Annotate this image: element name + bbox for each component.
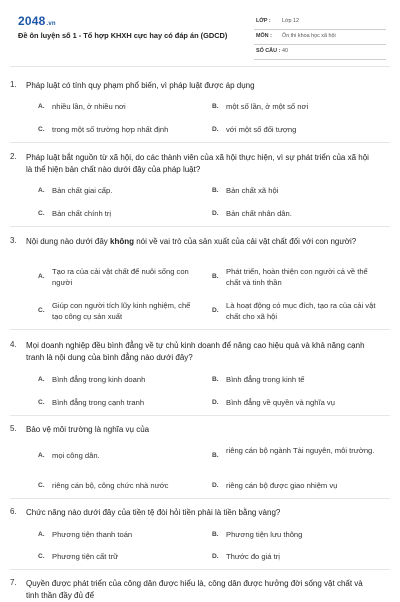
option-letter: C.: [38, 399, 45, 406]
option-letter: C.: [38, 210, 45, 217]
option-text: Tạo ra của cải vật chất để nuôi sống con người: [52, 267, 189, 287]
question-number: 4.: [10, 340, 17, 349]
option-letter: C.: [38, 126, 45, 133]
question-number: 3.: [10, 236, 17, 245]
option-letter: C.: [38, 482, 45, 489]
option-text: Thước đo giá trị: [226, 552, 280, 561]
option-letter: D.: [212, 482, 219, 489]
option-text: Bản chất nhân dân.: [226, 209, 292, 218]
meta-row-subject: [254, 30, 386, 45]
option-letter: B.: [212, 103, 219, 110]
stem-emphasis: không: [110, 237, 134, 246]
option-letter: A.: [38, 376, 45, 383]
option-text: riêng cán bộ được giao nhiệm vụ: [226, 481, 338, 490]
divider: [10, 226, 390, 227]
site-logo[interactable]: [18, 14, 56, 28]
meta-table: [254, 15, 386, 60]
option-text: nhiều lần, ở nhiều nơi: [52, 102, 126, 111]
option-text: Phát triển, hoàn thiện con người cả về thể chất và tinh thần: [226, 267, 368, 287]
option-letter: B.: [212, 452, 219, 459]
question-stem: Quyền được phát triển của công dân được hiểu là, công dân được hưởng đời sống vật chất và tinh thần đầy đủ để: [26, 579, 363, 600]
option-text: mọi công dân.: [52, 451, 100, 460]
stem-part: Nội dung nào dưới đây: [26, 237, 110, 246]
option-letter: A.: [38, 531, 45, 538]
divider: [10, 329, 390, 330]
meta-row-grade: [254, 15, 386, 30]
option-letter: B.: [212, 531, 219, 538]
option-text: Bản chất xã hội: [226, 186, 279, 195]
question-stem: [26, 236, 376, 248]
document-title: Đề ôn luyện số 1 - Tổ hợp KHXH cực hay có đáp án (GDCD): [18, 31, 228, 40]
question-number: 7.: [10, 578, 17, 587]
option-text: Bình đẳng trong kinh doanh: [52, 375, 146, 384]
question-stem: Pháp luật bắt nguồn từ xã hội, do các thành viên của xã hội thực hiện, vì sự phát triển của xã hội là thể hiện bản chất nào dưới đây của pháp luật?: [26, 153, 369, 174]
option-text: Bình đẳng trong kinh tế: [226, 375, 305, 384]
option-letter: D.: [212, 553, 219, 560]
divider: [10, 415, 390, 416]
meta-value: 40: [282, 48, 288, 54]
option-text: trong một số trường hợp nhất định: [52, 125, 169, 134]
header: [0, 0, 400, 64]
option-letter: B.: [212, 273, 219, 280]
question-number: 1.: [10, 80, 17, 89]
option-letter: D.: [212, 210, 219, 217]
divider: [10, 142, 390, 143]
option-letter: C.: [38, 553, 45, 560]
option-text: riêng cán bộ, công chức nhà nước: [52, 481, 169, 490]
logo-name: 2048: [18, 14, 46, 28]
option-text: với một số đối tượng: [226, 125, 297, 134]
logo-suffix: .vn: [46, 21, 56, 27]
option-letter: B.: [212, 376, 219, 383]
meta-label: SỐ CÂU :: [256, 48, 281, 54]
option-text: Bản chất giai cấp.: [52, 186, 113, 195]
option-text: Phương tiện cất trữ: [52, 552, 119, 561]
divider: [10, 569, 390, 570]
divider: [10, 498, 390, 499]
question-stem: Mọi doanh nghiệp đều bình đẳng về tự chủ kinh doanh để nâng cao hiệu quả và khả năng cạnh tranh là nội dung của bình đẳng nào dưới đây?: [26, 341, 365, 362]
question-stem: Pháp luật có tính quy phạm phổ biến, vì pháp luật được áp dụng: [26, 81, 255, 90]
question-stem: Chức năng nào dưới đây của tiền tệ đòi hỏi tiền phải là tiền bằng vàng?: [26, 508, 281, 517]
meta-value: Lớp 12: [282, 18, 300, 24]
meta-value: Ôn thi khoa học xã hội: [282, 33, 336, 39]
meta-label: MÔN :: [256, 33, 272, 39]
divider: [10, 66, 390, 67]
question-number: 5.: [10, 424, 17, 433]
question-number: 6.: [10, 507, 17, 516]
option-text: Bình đẳng về quyền và nghĩa vụ: [226, 398, 335, 407]
option-text: một số lần, ở một số nơi: [226, 102, 309, 111]
question-stem: Bảo vệ môi trường là nghĩa vụ của: [26, 425, 150, 434]
option-letter: B.: [212, 187, 219, 194]
meta-label: LỚP :: [256, 18, 271, 24]
option-text: Bản chất chính trị: [52, 209, 112, 218]
stem-part: nói về vai trò của sản xuất của cải vật chất đối với con người?: [134, 237, 357, 246]
option-text: riêng cán bộ ngành Tài nguyên, môi trường.: [226, 446, 375, 455]
option-letter: D.: [212, 399, 219, 406]
option-text: Bình đẳng trong cạnh tranh: [52, 398, 145, 407]
option-text: Là hoạt động có mục đích, tạo ra của cải vật chất cho xã hội: [226, 301, 376, 321]
option-text: Giúp con người tích lũy kinh nghiệm, chế tạo công cụ sản xuất: [52, 301, 191, 321]
question-number: 2.: [10, 152, 17, 161]
option-letter: A.: [38, 273, 45, 280]
option-letter: C.: [38, 307, 45, 314]
option-letter: D.: [212, 126, 219, 133]
option-letter: A.: [38, 187, 45, 194]
option-text: Phương tiện lưu thông: [226, 530, 303, 539]
option-text: Phương tiện thanh toán: [52, 530, 133, 539]
option-letter: A.: [38, 103, 45, 110]
option-letter: A.: [38, 452, 45, 459]
meta-row-count: [254, 45, 386, 60]
option-letter: D.: [212, 307, 219, 314]
